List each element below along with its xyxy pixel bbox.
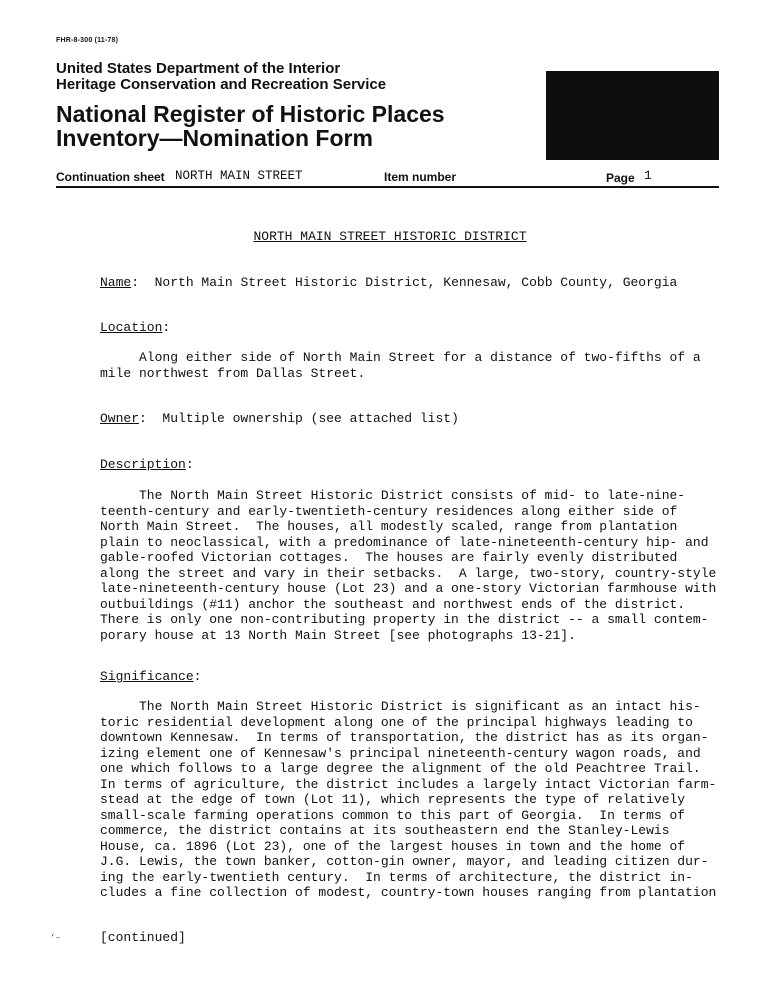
description-line: late-nineteenth-century house (Lot 23) and a one-story Victorian farmhouse with [100,581,717,596]
description-paragraph [100,488,717,643]
description-label: Description [100,457,186,472]
significance-line: ing the early-twentieth century. In terms of architecture, the district in- [100,869,693,885]
name-value: North Main Street Historic District, Kennesaw, Cobb County, Georgia [154,275,678,290]
significance-label: Significance [100,669,194,684]
continuation-row [56,168,719,188]
continuation-sheet-label: Continuation sheet [56,170,165,184]
location-label: Location [100,320,163,335]
significance-line: J.G. Lewis, the town banker, cotton-gin owner, mayor, and leading citizen dur- [100,854,709,869]
significance-heading: Significance: [100,669,202,684]
significance-paragraph [100,699,717,901]
description-heading: Description: [100,457,194,472]
significance-line: cludes a fine collection of modest, country-town houses ranging from plantation [100,885,717,900]
owner-label: Owner [100,411,140,426]
significance-line: downtown Kennesaw. In terms of transportation, the district has as its organ- [100,730,709,745]
redaction-box [546,71,719,160]
form-code: FHR-8-300 (11-78) [56,37,119,44]
owner-value: Multiple ownership (see attached list) [162,411,459,426]
form-title-line-2: Inventory—Nomination Form [56,125,373,151]
owner-field: Owner: Multiple ownership (see attached list) [100,411,459,426]
description-line: North Main Street. The houses, all modestly scaled, range from plantation [100,519,678,534]
description-line: gable-roofed Victorian cottages. The houses are fairly evenly distributed [100,550,678,565]
significance-line: House, ca. 1896 (Lot 23), one of the largest houses in town and the home of [100,838,686,854]
description-line: teenth-century and early-twentieth-century residences along either side of [100,503,678,519]
agency-line-2: Heritage Conservation and Recreation Service [56,76,387,93]
description-line: There is only one non-contributing property in the district -- a small contem- [100,612,709,627]
description-line: outbuildings (#11) anchor the southeast and northwest ends of the district. [100,596,686,612]
significance-line: small-scale farming operations common to this part of Georgia. In terms of [100,807,686,823]
header-rule [56,186,719,188]
page-label: Page [606,171,635,185]
significance-line: one which follows to a large degree the alignment of the old Peachtree Trail. [100,761,701,776]
name-label: Name [100,275,132,290]
description-line: along the street and vary in their setbacks. A large, two-story, country-style [100,565,717,581]
location-line: Along either side of North Main Street for a distance of two-fifths of a [100,350,701,365]
continued-note: [continued] [100,930,186,945]
significance-line: The North Main Street Historic District is significant as an intact his- [100,699,701,714]
scan-mark: ‘– [50,933,61,943]
significance-line: In terms of agriculture, the district includes a largely intact Victorian farm- [100,776,717,792]
description-line: porary house at 13 North Main Street [see photographs 13-21]. [100,627,576,643]
agency-line-1: United States Department of the Interior [56,60,341,77]
item-number-label: Item number [384,170,457,184]
significance-line: toric residential development along one of the principal highways leading to [100,714,693,730]
document-title: NORTH MAIN STREET HISTORIC DISTRICT [253,229,527,244]
significance-line: commerce, the district contains at its southeastern end the Stanley-Lewis [100,823,670,838]
page-number: 1 [644,168,652,183]
location-line: mile northwest from Dallas Street. [100,365,366,381]
significance-line: izing element one of Kennesaw's principal nineteenth-century wagon roads, and [100,745,701,761]
form-title-line-1: National Register of Historic Places [56,101,445,127]
continuation-sheet-value: NORTH MAIN STREET [175,169,303,183]
name-field: Name: North Main Street Historic District, Kennesaw, Cobb County, Georgia [100,275,678,290]
description-line: The North Main Street Historic District consists of mid- to late-nine- [100,488,686,503]
location-heading: Location: [100,320,171,335]
location-paragraph [100,350,700,381]
significance-line: stead at the edge of town (Lot 11), which represents the type of relatively [100,792,686,807]
description-line: plain to neoclassical, with a predominance of late-nineteenth-century hip- and [100,534,709,550]
